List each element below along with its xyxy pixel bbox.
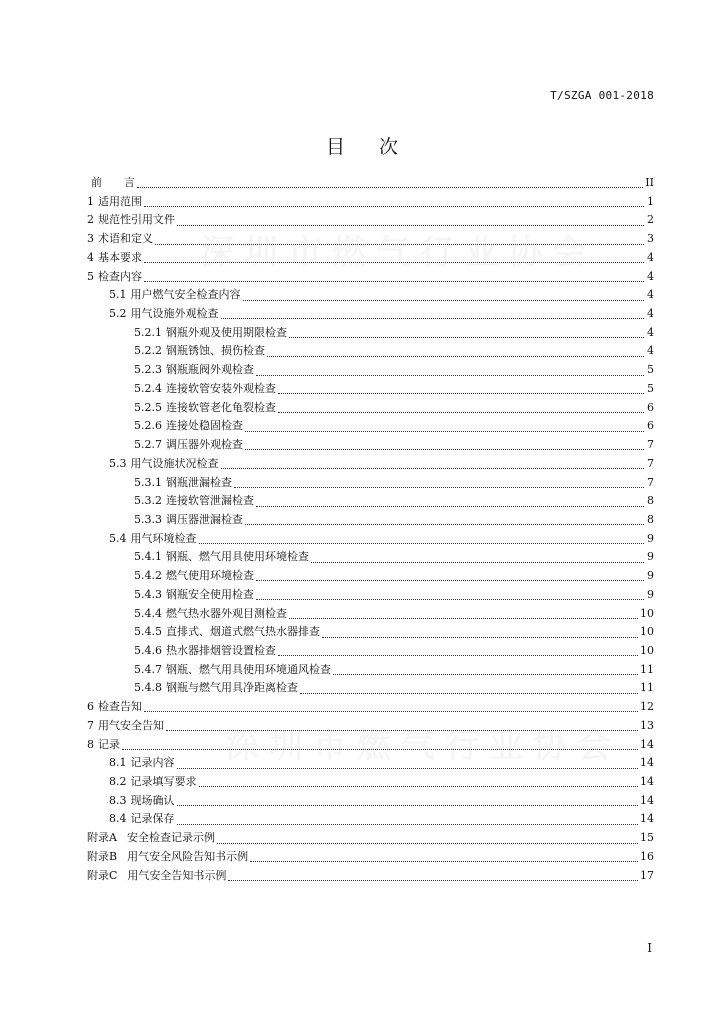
- toc-entry-number: 4: [87, 250, 94, 264]
- toc-page-number: 1: [647, 194, 654, 208]
- toc-entry[interactable]: [87, 623, 654, 642]
- toc-entry-text: 前 言: [91, 176, 135, 189]
- toc-entry-label: [134, 661, 331, 680]
- toc-entry-label: [87, 717, 164, 736]
- toc-entry[interactable]: [87, 773, 654, 792]
- toc-entry[interactable]: [87, 848, 654, 867]
- toc-page-number: 2: [647, 213, 654, 227]
- toc-entry[interactable]: [87, 436, 654, 455]
- toc-dot-leader: [228, 879, 638, 881]
- toc-dot-leader: [322, 636, 638, 638]
- toc-page-number: 5: [647, 363, 654, 377]
- toc-dot-leader: [256, 598, 644, 600]
- toc-page-number: II: [645, 176, 654, 189]
- toc-entry-number: 5.4.8: [134, 681, 162, 695]
- toc-entry-text: 钢瓶安全使用检查: [166, 587, 254, 601]
- toc-page-number: 4: [647, 269, 654, 283]
- toc-dot-leader: [245, 430, 644, 432]
- toc-page-number: 4: [647, 307, 654, 321]
- toc-dot-leader: [256, 374, 644, 376]
- toc-dot-leader: [144, 280, 644, 282]
- toc-dot-leader: [199, 785, 639, 787]
- toc-dot-leader: [199, 542, 645, 544]
- toc-entry-text: 燃气热水器外观目测检查: [166, 606, 287, 620]
- toc-page-number: 9: [647, 587, 654, 601]
- toc-page-number: 9: [647, 531, 654, 545]
- toc-entry-label: [134, 679, 298, 698]
- toc-entry-number: 5.4.5: [134, 625, 162, 639]
- toc-entry-text: 术语和定义: [98, 232, 153, 246]
- toc-entry-text: 记录: [98, 737, 120, 751]
- toc-entry-label: [87, 867, 226, 886]
- toc-dot-leader: [245, 448, 644, 450]
- toc-entry-number: 5.2.5: [134, 400, 162, 414]
- toc-entry-label: [134, 623, 320, 642]
- toc-entry[interactable]: [87, 867, 654, 886]
- toc-entry[interactable]: [87, 342, 654, 361]
- toc-entry-text: 钢瓶外观及使用期限检查: [166, 325, 287, 339]
- toc-entry-label: [109, 305, 219, 324]
- toc-entry-number: 附录C: [87, 868, 118, 882]
- toc-page-number: 7: [647, 456, 654, 470]
- toc-entry[interactable]: [87, 474, 654, 493]
- toc-entry-label: [134, 492, 254, 511]
- toc-entry-label: [134, 380, 276, 399]
- toc-entry-text: 记录保存: [130, 812, 175, 826]
- toc-entry-label: [109, 530, 197, 549]
- toc-entry-number: 5.3: [109, 456, 127, 470]
- toc-entry-label: [134, 548, 309, 567]
- toc-entry[interactable]: [87, 792, 654, 811]
- toc-page-number: 4: [647, 325, 654, 339]
- toc-entry-label: [87, 848, 248, 867]
- toc-entry-label: [134, 436, 243, 455]
- toc-dot-leader: [289, 617, 638, 619]
- toc-entry[interactable]: [87, 193, 654, 212]
- toc-entry-text: 用气设施外观检查: [130, 307, 219, 321]
- toc-entry-number: 5.3.1: [134, 475, 162, 489]
- toc-dot-leader: [177, 804, 639, 806]
- toc-entry-label: [87, 211, 175, 230]
- toc-page-number: 6: [647, 400, 654, 414]
- toc-page-number: 14: [640, 737, 654, 751]
- toc-entry-text: 燃气使用环境检查: [166, 569, 254, 583]
- toc-entry[interactable]: [87, 642, 654, 661]
- toc-entry-text: 记录内容: [130, 756, 175, 770]
- toc-page-number: 8: [647, 512, 654, 526]
- toc-page-number: 9: [647, 569, 654, 583]
- toc-entry-text: 钢瓶与燃气用具净距离检查: [166, 681, 298, 695]
- toc-entry-number: 附录B: [87, 849, 118, 863]
- toc-entry-text: 记录填写要求: [130, 775, 197, 788]
- toc-entry-number: 8: [87, 737, 94, 751]
- toc-entry-label: [87, 249, 142, 268]
- toc-page-number: 5: [647, 381, 654, 395]
- toc-entry-number: 5.2.6: [134, 419, 162, 433]
- toc-dot-leader: [166, 729, 638, 731]
- toc-entry-number: 5.4.7: [134, 662, 162, 676]
- toc-entry-text: 钢瓶、燃气用具使用环境通风检查: [166, 662, 331, 676]
- toc-entry-label: [134, 324, 287, 343]
- toc-page-number: 10: [640, 625, 654, 639]
- toc-page-number: 14: [640, 793, 654, 807]
- toc-dot-leader: [333, 673, 638, 675]
- toc-dot-leader: [144, 261, 644, 263]
- toc-entry[interactable]: [87, 530, 654, 549]
- toc-entry-label: [87, 829, 215, 848]
- toc-entry-label: [109, 792, 175, 811]
- toc-entry-number: 5.4.2: [134, 569, 162, 583]
- toc-entry-text: 用气安全告知书示例: [127, 868, 227, 882]
- toc-entry-number: 8.3: [109, 793, 127, 807]
- toc-entry[interactable]: [87, 661, 654, 680]
- toc-dot-leader: [122, 748, 638, 750]
- toc-dot-leader: [217, 842, 638, 844]
- toc-entry-number: 3: [87, 232, 94, 246]
- toc-entry[interactable]: [87, 511, 654, 530]
- toc-entry-text: 热水器排烟管设置检查: [166, 643, 276, 657]
- toc-entry-number: 5.1: [109, 288, 127, 302]
- toc-entry-label: [87, 193, 142, 212]
- toc-entry-number: 5.4.6: [134, 643, 162, 657]
- toc-page-number: 13: [640, 718, 654, 732]
- toc-entry[interactable]: [87, 417, 654, 436]
- toc-page-number: 3: [647, 232, 654, 246]
- toc-entry-label: [134, 511, 243, 530]
- toc-dot-leader: [137, 186, 643, 188]
- toc-dot-leader: [243, 299, 645, 301]
- toc-dot-leader: [234, 486, 644, 488]
- toc-entry-text: 连接软管老化龟裂检查: [166, 400, 276, 414]
- toc-entry[interactable]: [87, 679, 654, 698]
- toc-entry-text: 钢瓶瓶阀外观检查: [166, 363, 254, 377]
- toc-entry[interactable]: [87, 399, 654, 418]
- toc-entry-text: 用气安全告知: [98, 718, 164, 732]
- toc-entry[interactable]: [87, 174, 654, 193]
- toc-entry[interactable]: [87, 586, 654, 605]
- toc-page-number: 7: [647, 438, 654, 452]
- toc-entry-number: 8.4: [109, 812, 127, 826]
- toc-page-number: 7: [647, 475, 654, 489]
- toc-page-number: 6: [647, 419, 654, 433]
- toc-page-number: 14: [640, 756, 654, 770]
- toc-page-number: 11: [640, 662, 654, 676]
- toc-entry[interactable]: [87, 698, 654, 717]
- toc-entry-label: [109, 754, 175, 773]
- toc-dot-leader: [221, 317, 645, 319]
- toc-entry-text: 用户燃气安全检查内容: [130, 288, 241, 302]
- toc-dot-leader: [177, 823, 639, 825]
- toc-dot-leader: [289, 336, 644, 338]
- toc-entry-text: 适用范围: [98, 194, 142, 208]
- toc-entry-number: 附录A: [87, 831, 117, 845]
- toc-entry-text: 用气安全风险告知书示例: [127, 849, 249, 863]
- toc-page-number: 4: [647, 288, 654, 302]
- toc-entry-number: 5.2: [109, 307, 127, 321]
- toc-entry-label: [109, 286, 241, 305]
- toc-dot-leader: [267, 355, 644, 357]
- toc-entry[interactable]: [87, 829, 654, 848]
- toc-page-number: 14: [640, 812, 654, 826]
- toc-dot-leader: [250, 860, 638, 862]
- toc-entry-text: 调压器泄漏检查: [166, 512, 243, 526]
- toc-entry[interactable]: [87, 380, 654, 399]
- toc-entry[interactable]: [87, 230, 654, 249]
- toc-entry-label: [134, 605, 287, 624]
- toc-entry[interactable]: [87, 810, 654, 829]
- toc-dot-leader: [155, 243, 644, 245]
- toc-entry-number: 5.2.3: [134, 363, 162, 377]
- toc-page-number: 4: [647, 250, 654, 264]
- toc-page-number: 4: [647, 344, 654, 358]
- toc-dot-leader: [144, 205, 644, 207]
- toc-entry-label: [87, 174, 135, 193]
- toc-page-number: 14: [640, 775, 654, 788]
- toc-entry[interactable]: [87, 455, 654, 474]
- toc-entry-number: 8.1: [109, 756, 127, 770]
- toc-entry-text: 基本要求: [98, 250, 142, 264]
- toc-page-number: 10: [640, 643, 654, 657]
- toc-entry[interactable]: [87, 548, 654, 567]
- toc-entry-number: 6: [87, 700, 94, 714]
- toc-entry-text: 连接软管安装外观检查: [166, 381, 276, 395]
- toc-entry-label: [87, 736, 120, 755]
- toc-entry-number: 5.2.2: [134, 344, 162, 358]
- toc-dot-leader: [300, 692, 638, 694]
- toc-entry-text: 钢瓶锈蚀、损伤检查: [166, 344, 265, 358]
- toc-dot-leader: [245, 523, 644, 525]
- toc-entry[interactable]: [87, 605, 654, 624]
- toc-entry-label: [87, 230, 153, 249]
- toc-entry[interactable]: [87, 211, 654, 230]
- toc-entry-label: [134, 474, 232, 493]
- toc-entry[interactable]: [87, 754, 654, 773]
- toc-entry-text: 检查告知: [98, 700, 142, 714]
- toc-entry-text: 调压器外观检查: [166, 438, 243, 452]
- toc-dot-leader: [278, 392, 644, 394]
- table-of-contents: [87, 174, 654, 885]
- toc-entry-text: 钢瓶、燃气用具使用环境检查: [166, 550, 309, 564]
- toc-entry[interactable]: [87, 268, 654, 287]
- toc-entry[interactable]: [87, 361, 654, 380]
- toc-entry[interactable]: [87, 286, 654, 305]
- toc-entry-text: 连接处稳固检查: [166, 419, 243, 433]
- page-title: 目次: [325, 136, 432, 158]
- toc-entry[interactable]: [87, 717, 654, 736]
- toc-dot-leader: [278, 411, 644, 413]
- toc-entry-text: 安全检查记录示例: [126, 831, 215, 845]
- toc-entry-text: 检查内容: [98, 269, 142, 283]
- toc-entry-text: 现场确认: [130, 793, 175, 807]
- toc-entry-text: 钢瓶泄漏检查: [166, 475, 232, 489]
- toc-entry-number: 1: [87, 194, 94, 208]
- toc-entry-text: 用气环境检查: [130, 531, 197, 545]
- toc-entry-label: [109, 810, 175, 829]
- toc-entry-label: [134, 642, 276, 661]
- toc-dot-leader: [278, 654, 638, 656]
- toc-entry[interactable]: [87, 567, 654, 586]
- toc-entry[interactable]: [87, 736, 654, 755]
- toc-entry-number: 5.4.3: [134, 587, 162, 601]
- toc-entry-text: 用气设施状况检查: [130, 456, 219, 470]
- toc-entry-label: [109, 455, 219, 474]
- toc-entry-number: 5.2.7: [134, 438, 162, 452]
- toc-entry-label: [134, 586, 254, 605]
- toc-entry-label: [87, 698, 142, 717]
- toc-entry[interactable]: [87, 249, 654, 268]
- toc-entry-label: [134, 342, 265, 361]
- toc-entry-number: 2: [87, 213, 94, 227]
- toc-dot-leader: [177, 224, 644, 226]
- toc-entry-label: [109, 773, 197, 792]
- toc-entry-number: 5.4: [109, 531, 127, 545]
- toc-entry-number: 5: [87, 269, 94, 283]
- toc-dot-leader: [256, 579, 644, 581]
- toc-dot-leader: [177, 767, 639, 769]
- toc-page-number: 11: [640, 681, 654, 695]
- toc-entry-text: 规范性引用文件: [98, 213, 175, 227]
- toc-entry-text: 直排式、烟道式燃气热水器排查: [166, 625, 320, 639]
- toc-entry-label: [134, 399, 276, 418]
- toc-page-number: 15: [640, 831, 654, 845]
- toc-entry-number: 5.2.4: [134, 381, 162, 395]
- toc-entry[interactable]: [87, 305, 654, 324]
- toc-entry[interactable]: [87, 492, 654, 511]
- toc-entry-number: 7: [87, 718, 94, 732]
- toc-entry-text: 连接软管泄漏检查: [166, 494, 254, 508]
- toc-entry[interactable]: [87, 324, 654, 343]
- toc-entry-number: 5.2.1: [134, 325, 162, 339]
- toc-page-number: 8: [647, 494, 654, 508]
- toc-entry-label: [134, 567, 254, 586]
- toc-dot-leader: [144, 710, 638, 712]
- toc-entry-number: 5.4.4: [134, 606, 162, 620]
- toc-dot-leader: [311, 561, 644, 563]
- toc-dot-leader: [221, 467, 645, 469]
- toc-page-number: 9: [647, 550, 654, 564]
- standard-code: T/SZGA 001-2018: [550, 89, 654, 102]
- toc-dot-leader: [256, 505, 644, 507]
- toc-page-number: 10: [640, 606, 654, 620]
- toc-entry-number: 8.2: [109, 775, 127, 788]
- page-number: I: [647, 941, 652, 955]
- toc-entry-number: 5.3.3: [134, 512, 162, 526]
- toc-entry-number: 5.4.1: [134, 550, 162, 564]
- toc-entry-label: [87, 268, 142, 287]
- toc-entry-label: [134, 417, 243, 436]
- toc-page-number: 17: [640, 868, 654, 882]
- toc-page-number: 12: [640, 700, 654, 714]
- toc-page-number: 16: [640, 849, 654, 863]
- toc-entry-number: 5.3.2: [134, 494, 162, 508]
- toc-entry-label: [134, 361, 254, 380]
